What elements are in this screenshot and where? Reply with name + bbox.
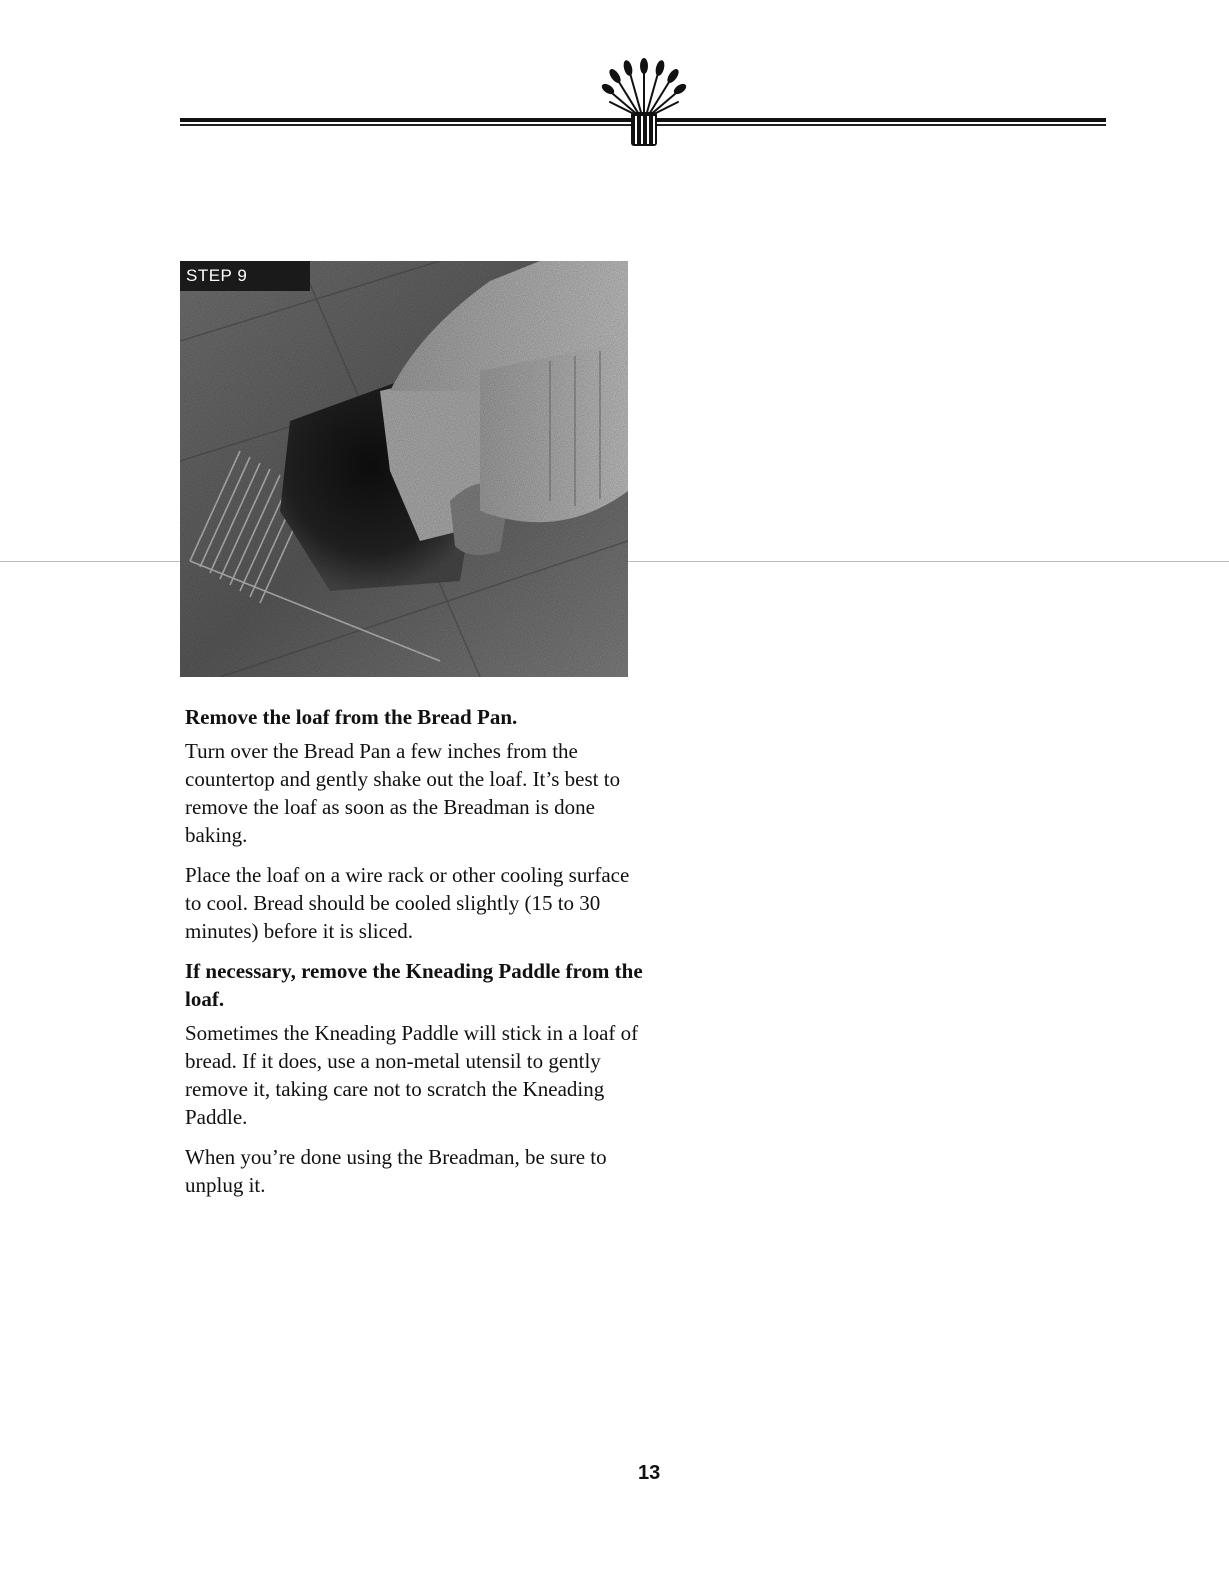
- paragraph: Sometimes the Kneading Paddle will stick in a loaf of bread. If it does, use a non-metal utensil to gently remove it, taking care not to scratch the Kneading Paddle.: [185, 1021, 639, 1129]
- section-heading-remove-loaf: Remove the loaf from the Bread Pan.: [185, 705, 518, 729]
- paragraph: Place the loaf on a wire rack or other cooling surface to cool. Bread should be cooled slightly (15 to 30 minutes) before it is sliced.: [185, 863, 630, 943]
- section-heading-remove-paddle: If necessary, remove the Kneading Paddle from the loaf.: [185, 959, 643, 1011]
- wheat-sheaf-icon: [598, 56, 690, 148]
- instructions: [185, 703, 645, 1211]
- step-label: STEP 9: [180, 261, 310, 291]
- paragraph: When you’re done using the Breadman, be sure to unplug it.: [185, 1145, 607, 1197]
- paragraph: Turn over the Bread Pan a few inches from the countertop and gently shake out the loaf. It’s best to remove the loaf as soon as the Breadman is done baking.: [185, 739, 621, 847]
- page-number: 13: [638, 1462, 661, 1484]
- step-photo: [180, 261, 628, 677]
